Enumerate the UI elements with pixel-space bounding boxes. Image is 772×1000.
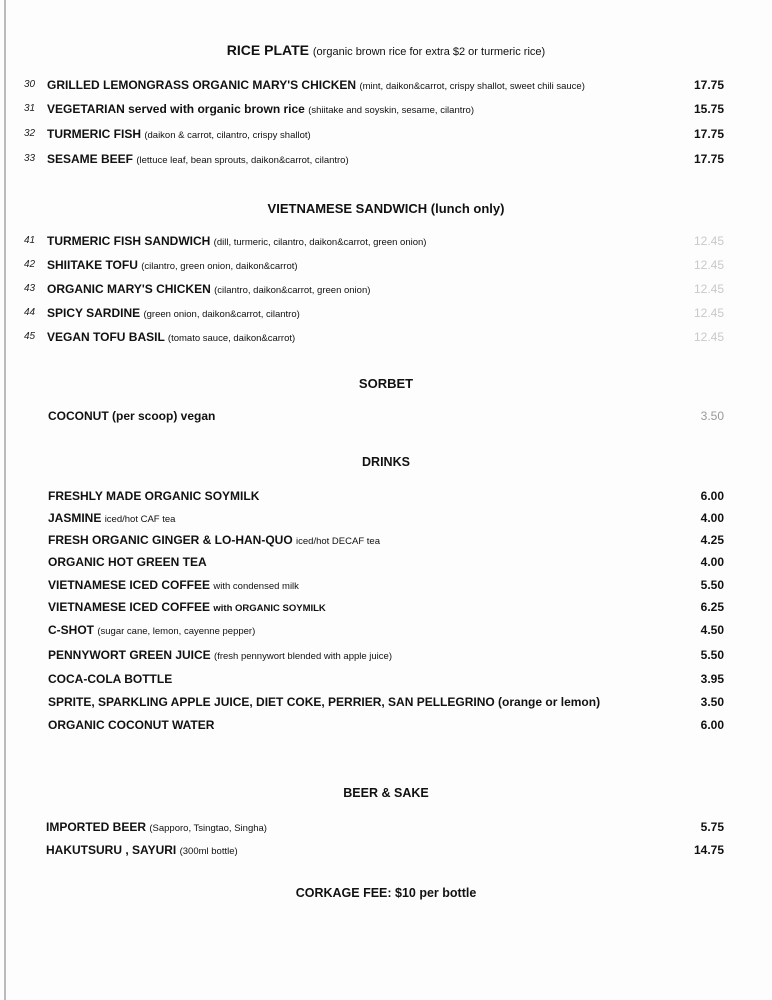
menu-item <box>0 304 772 322</box>
item-price: 6.25 <box>700 600 724 614</box>
item-number: 30 <box>24 79 36 90</box>
item-number: 31 <box>24 103 36 114</box>
item-name: VEGETARIAN served with organic brown rice (shiitake and soyskin, sesame, cilantro) <box>47 102 474 116</box>
item-name: IMPORTED BEER (Sapporo, Tsingtao, Singha) <box>46 820 267 834</box>
item-name: TURMERIC FISH (daikon & carrot, cilantro, crispy shallot) <box>47 127 311 141</box>
item-price: 5.50 <box>700 578 724 592</box>
item-price: 12.45 <box>693 258 724 272</box>
item-name: VEGAN TOFU BASIL (tomato sauce, daikon&carrot) <box>47 330 296 344</box>
item-number: 44 <box>24 307 36 318</box>
drinks-title: DRINKS <box>362 455 410 469</box>
menu-item <box>0 646 772 664</box>
item-price: 12.45 <box>693 306 724 320</box>
menu-item <box>0 621 772 639</box>
item-price: 4.00 <box>700 511 724 525</box>
section-heading-beer-sake <box>0 786 772 800</box>
item-description: iced/hot DECAF tea <box>296 536 380 547</box>
item-price: 4.00 <box>700 555 724 569</box>
menu-item <box>0 280 772 298</box>
item-name: SPRITE, SPARKLING APPLE JUICE, DIET COKE, PERRIER, SAN PELLEGRINO (orange or lemon) <box>48 695 601 709</box>
item-name: PENNYWORT GREEN JUICE (fresh pennywort blended with apple juice) <box>48 648 392 662</box>
item-description: (tomato sauce, daikon&carrot) <box>167 333 296 344</box>
item-name: FRESH ORGANIC GINGER & LO-HAN-QUO iced/hot DECAF tea <box>48 533 380 547</box>
rice-plate-title: RICE PLATE <box>226 42 309 58</box>
item-description: (Sapporo, Tsingtao, Singha) <box>149 823 267 834</box>
item-number: 45 <box>24 331 36 342</box>
menu-item <box>0 531 772 549</box>
item-name: SPICY SARDINE (green onion, daikon&carrot, cilantro) <box>47 306 300 320</box>
item-price: 17.75 <box>693 127 724 141</box>
item-name: SHIITAKE TOFU (cilantro, green onion, daikon&carrot) <box>47 258 298 272</box>
item-name: ORGANIC MARY'S CHICKEN (cilantro, daikon&carrot, green onion) <box>47 282 371 296</box>
menu-item <box>0 76 772 94</box>
menu-item <box>0 818 772 836</box>
item-description: (green onion, daikon&carrot, cilantro) <box>143 309 300 320</box>
menu-item <box>0 328 772 346</box>
menu-item <box>0 576 772 594</box>
menu-item <box>0 150 772 168</box>
menu-item <box>0 232 772 250</box>
sorbet-title: SORBET <box>358 376 414 391</box>
item-description: (daikon & carrot, cilantro, crispy shallot) <box>144 130 311 141</box>
item-number: 42 <box>24 259 36 270</box>
item-description: (cilantro, daikon&carrot, green onion) <box>214 285 371 296</box>
item-price: 17.75 <box>693 152 724 166</box>
item-price: 6.00 <box>700 718 724 732</box>
item-price: 12.45 <box>693 234 724 248</box>
item-description: with ORGANIC SOYMILK <box>213 603 326 614</box>
item-description: (300ml bottle) <box>179 846 238 857</box>
item-name: COCA-COLA BOTTLE <box>48 672 173 686</box>
item-description: (dill, turmeric, cilantro, daikon&carrot, green onion) <box>213 237 427 248</box>
item-description: with condensed milk <box>213 581 299 592</box>
menu-item <box>0 125 772 143</box>
item-price: 3.95 <box>700 672 724 686</box>
item-price: 3.50 <box>700 409 724 423</box>
item-price: 17.75 <box>693 78 724 92</box>
item-number: 33 <box>24 153 36 164</box>
item-price: 12.45 <box>693 330 724 344</box>
item-name: C-SHOT (sugar cane, lemon, cayenne pepper) <box>48 623 256 637</box>
item-name: VIETNAMESE ICED COFFEE with ORGANIC SOYMILK <box>48 600 326 614</box>
section-heading-rice-plate <box>0 42 772 58</box>
item-number: 41 <box>24 235 36 246</box>
menu-item <box>0 487 772 505</box>
menu-item <box>0 716 772 734</box>
item-price: 14.75 <box>693 843 724 857</box>
item-description: iced/hot CAF tea <box>104 514 176 525</box>
corkage-fee: CORKAGE FEE: $10 per bottle <box>295 886 477 900</box>
item-description: (fresh pennywort blended with apple juice) <box>214 651 392 662</box>
item-description: (shiitake and soyskin, sesame, cilantro) <box>308 105 474 116</box>
item-name: SESAME BEEF (lettuce leaf, bean sprouts, daikon&carrot, cilantro) <box>47 152 349 166</box>
item-name: VIETNAMESE ICED COFFEE with condensed milk <box>48 578 299 592</box>
item-description: (lettuce leaf, bean sprouts, daikon&carrot, cilantro) <box>136 155 349 166</box>
item-price: 4.25 <box>700 533 724 547</box>
menu-item <box>0 100 772 118</box>
item-price: 5.75 <box>700 820 724 834</box>
item-price: 15.75 <box>693 102 724 116</box>
beer-sake-title: BEER & SAKE <box>343 786 429 800</box>
item-number: 32 <box>24 128 36 139</box>
item-name: GRILLED LEMONGRASS ORGANIC MARY'S CHICKEN (mint, daikon&carrot, crispy shallot, sweet chili sauce) <box>47 78 585 92</box>
item-name: COCONUT (per scoop) vegan <box>48 409 216 423</box>
item-name: JASMINE iced/hot CAF tea <box>48 511 176 525</box>
item-name: ORGANIC COCONUT WATER <box>48 718 215 732</box>
item-price: 4.50 <box>700 623 724 637</box>
item-number: 43 <box>24 283 36 294</box>
section-heading-drinks <box>0 455 772 469</box>
item-price: 5.50 <box>700 648 724 662</box>
item-price: 12.45 <box>693 282 724 296</box>
menu-item <box>0 509 772 527</box>
menu-item <box>0 841 772 859</box>
item-description: (sugar cane, lemon, cayenne pepper) <box>97 626 256 637</box>
item-price: 3.50 <box>700 695 724 709</box>
menu-item <box>0 256 772 274</box>
item-description: (cilantro, green onion, daikon&carrot) <box>141 261 298 272</box>
menu-item <box>0 407 772 425</box>
rice-plate-note: (organic brown rice for extra $2 or turmeric rice) <box>312 46 546 58</box>
item-name: TURMERIC FISH SANDWICH (dill, turmeric, cilantro, daikon&carrot, green onion) <box>47 234 427 248</box>
item-price: 6.00 <box>700 489 724 503</box>
section-heading-sandwich <box>0 201 772 216</box>
menu-item <box>0 553 772 571</box>
menu-item <box>0 598 772 616</box>
item-description: (mint, daikon&carrot, crispy shallot, sweet chili sauce) <box>359 81 585 92</box>
menu-item <box>0 693 772 711</box>
menu-item <box>0 670 772 688</box>
item-name: FRESHLY MADE ORGANIC SOYMILK <box>48 489 260 503</box>
item-name: HAKUTSURU , SAYURI (300ml bottle) <box>46 843 238 857</box>
sandwich-title: VIETNAMESE SANDWICH (lunch only) <box>267 201 505 216</box>
section-heading-sorbet <box>0 376 772 391</box>
item-name: ORGANIC HOT GREEN TEA <box>48 555 207 569</box>
